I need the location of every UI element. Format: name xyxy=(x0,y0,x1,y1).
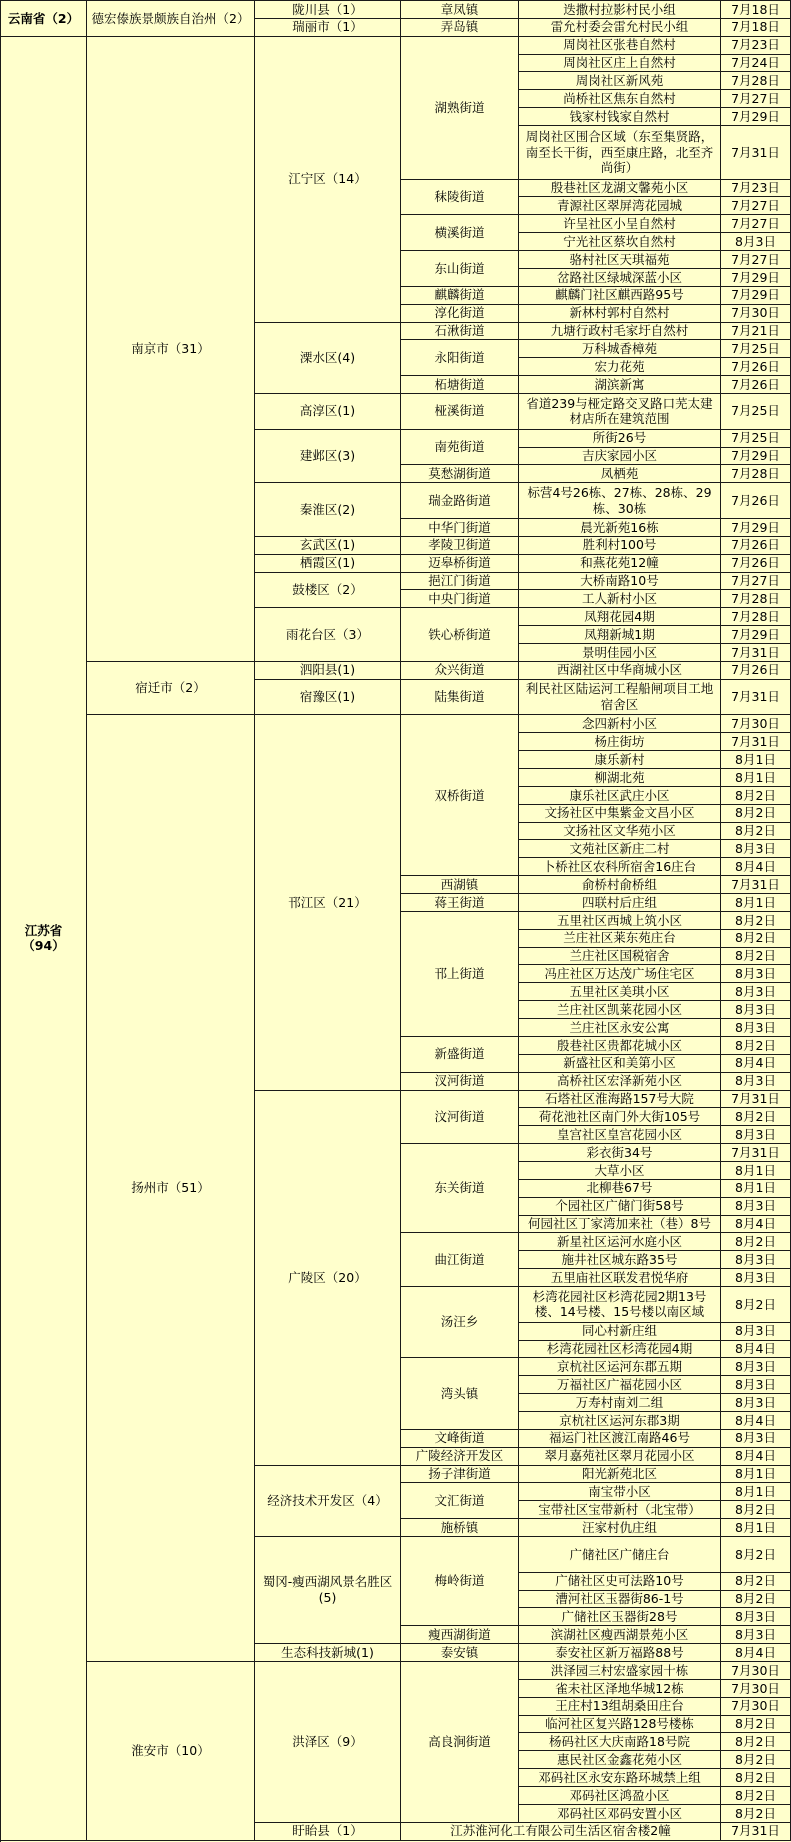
area-cell: 滨湖社区瘦西湖景苑小区 xyxy=(519,1626,721,1644)
area-cell: 荷花池社区南门外大街105号 xyxy=(519,1108,721,1126)
area-cell: 京杭社区运河东郡3期 xyxy=(519,1412,721,1430)
area-cell: 江苏淮河化工有限公司生活区宿舍楼2幢 xyxy=(401,1823,721,1841)
date-cell: 8月1日 xyxy=(721,1483,791,1501)
area-cell: 迭撒村拉影村民小组 xyxy=(519,1,721,19)
area-cell: 卜桥社区农科所宿舍16庄台 xyxy=(519,858,721,876)
area-cell: 福运门社区渡江南路46号 xyxy=(519,1430,721,1448)
area-cell: 文扬社区中集紫金文昌小区 xyxy=(519,805,721,823)
area-cell: 钱家村钱家自然村 xyxy=(519,108,721,126)
area-cell: 吉庆家园小区 xyxy=(519,448,721,466)
date-cell: 7月31日 xyxy=(721,644,791,662)
district-cell: 宿豫区(1) xyxy=(255,680,401,716)
street-cell: 文峰街道 xyxy=(401,1430,519,1448)
area-cell: 王庄村13组胡桑田庄台 xyxy=(519,1698,721,1716)
area-cell: 凤栖苑 xyxy=(519,465,721,483)
date-cell: 7月25日 xyxy=(721,394,791,430)
date-cell: 8月3日 xyxy=(721,233,791,251)
street-cell: 西湖镇 xyxy=(401,876,519,894)
district-cell: 蜀冈-瘦西湖风景名胜区(5) xyxy=(255,1537,401,1644)
street-cell: 莫愁湖街道 xyxy=(401,465,519,483)
date-cell: 7月31日 xyxy=(721,1144,791,1162)
date-cell: 7月21日 xyxy=(721,323,791,341)
district-cell: 玄武区(1) xyxy=(255,537,401,555)
area-cell: 文苑社区新庄二村 xyxy=(519,840,721,858)
date-cell: 8月2日 xyxy=(721,1769,791,1787)
date-cell: 7月31日 xyxy=(721,876,791,894)
area-cell: 晨光新苑16栋 xyxy=(519,519,721,537)
street-cell: 汊河街道 xyxy=(401,1073,519,1091)
date-cell: 7月27日 xyxy=(721,573,791,591)
date-cell: 7月27日 xyxy=(721,251,791,269)
area-cell: 南宝带小区 xyxy=(519,1483,721,1501)
area-cell: 新星社区运河水庭小区 xyxy=(519,1233,721,1251)
area-cell: 五里庙社区联发君悦华府 xyxy=(519,1269,721,1287)
street-cell: 石湫街道 xyxy=(401,323,519,341)
date-cell: 8月2日 xyxy=(721,1716,791,1734)
date-cell: 7月25日 xyxy=(721,340,791,358)
date-cell: 7月26日 xyxy=(721,483,791,519)
date-cell: 7月28日 xyxy=(721,590,791,608)
area-cell: 杨码社区大庆南路18号院 xyxy=(519,1733,721,1751)
street-cell: 高良涧街道 xyxy=(401,1662,519,1823)
date-cell: 8月2日 xyxy=(721,1537,791,1573)
district-cell: 盱眙县（1） xyxy=(255,1823,401,1841)
street-cell: 梅岭街道 xyxy=(401,1537,519,1626)
street-cell: 汶河街道 xyxy=(401,1091,519,1145)
area-cell: 杉湾花园社区杉湾花园2期13号楼、14号楼、15号楼以南区域 xyxy=(519,1287,721,1323)
area-cell: 广储社区玉器街28号 xyxy=(519,1608,721,1626)
date-cell: 8月3日 xyxy=(721,1608,791,1626)
date-cell: 7月29日 xyxy=(721,269,791,287)
area-cell: 文扬社区文华苑小区 xyxy=(519,823,721,841)
area-cell: 凤翔新城1期 xyxy=(519,626,721,644)
date-cell: 8月3日 xyxy=(721,1394,791,1412)
area-cell: 新林村郭村自然村 xyxy=(519,305,721,323)
street-cell: 汤汪乡 xyxy=(401,1287,519,1358)
area-cell: 彩衣街34号 xyxy=(519,1144,721,1162)
street-cell: 文汇街道 xyxy=(401,1483,519,1519)
street-cell: 陆集街道 xyxy=(401,680,519,716)
date-cell: 8月3日 xyxy=(721,965,791,983)
area-cell: 石塔社区淮海路157号大院 xyxy=(519,1091,721,1109)
area-cell: 惠民社区金鑫花苑小区 xyxy=(519,1751,721,1769)
street-cell: 瑞金路街道 xyxy=(401,483,519,519)
date-cell: 7月31日 xyxy=(721,1823,791,1841)
area-cell: 北柳巷67号 xyxy=(519,1180,721,1198)
district-cell: 鼓楼区（2） xyxy=(255,573,401,609)
area-cell: 许呈社区小呈自然村 xyxy=(519,215,721,233)
street-cell: 永阳街道 xyxy=(401,340,519,376)
date-cell: 7月25日 xyxy=(721,430,791,448)
date-cell: 7月29日 xyxy=(721,448,791,466)
area-cell: 骆村社区天琪福苑 xyxy=(519,251,721,269)
date-cell: 7月29日 xyxy=(721,287,791,305)
date-cell: 8月2日 xyxy=(721,805,791,823)
street-cell: 广陵经济开发区 xyxy=(401,1448,519,1466)
area-cell: 泰安社区新万福路88号 xyxy=(519,1644,721,1662)
date-cell: 7月31日 xyxy=(721,1091,791,1109)
street-cell: 湖熟街道 xyxy=(401,37,519,180)
area-cell: 所街26号 xyxy=(519,430,721,448)
street-cell: 中央门街道 xyxy=(401,590,519,608)
date-cell: 7月27日 xyxy=(721,197,791,215)
date-cell: 7月18日 xyxy=(721,19,791,37)
date-cell: 7月28日 xyxy=(721,465,791,483)
date-cell: 7月30日 xyxy=(721,715,791,733)
area-cell: 施井社区城东路35号 xyxy=(519,1251,721,1269)
date-cell: 8月4日 xyxy=(721,1055,791,1073)
district-cell: 洪泽区（9） xyxy=(255,1662,401,1823)
area-cell: 青源社区翠屏湾花园城 xyxy=(519,197,721,215)
date-cell: 8月2日 xyxy=(721,1501,791,1519)
date-cell: 8月2日 xyxy=(721,1805,791,1823)
date-cell: 8月2日 xyxy=(721,1591,791,1609)
area-cell: 漕河社区玉器街86-1号 xyxy=(519,1591,721,1609)
date-cell: 8月2日 xyxy=(721,787,791,805)
date-cell: 8月3日 xyxy=(721,1126,791,1144)
date-cell: 8月1日 xyxy=(721,1162,791,1180)
district-cell: 陇川县（1） xyxy=(255,1,401,19)
area-cell: 周岗社区庄上自然村 xyxy=(519,55,721,73)
date-cell: 7月29日 xyxy=(721,108,791,126)
date-cell: 7月31日 xyxy=(721,680,791,716)
street-cell: 迈皋桥街道 xyxy=(401,555,519,573)
area-cell: 个园社区广储门街58号 xyxy=(519,1198,721,1216)
date-cell: 8月4日 xyxy=(721,858,791,876)
city-cell: 南京市（31） xyxy=(87,37,255,662)
date-cell: 8月2日 xyxy=(721,912,791,930)
district-cell: 江宁区（14） xyxy=(255,37,401,323)
date-cell: 8月3日 xyxy=(721,1198,791,1216)
area-cell: 兰庄社区凯莱花园小区 xyxy=(519,1001,721,1019)
district-cell: 秦淮区(2) xyxy=(255,483,401,537)
date-cell: 8月2日 xyxy=(721,1573,791,1591)
area-cell: 周岗社区新风苑 xyxy=(519,72,721,90)
area-cell: 岔路社区绿城深蓝小区 xyxy=(519,269,721,287)
date-cell: 7月30日 xyxy=(721,1680,791,1698)
district-cell: 栖霞区(1) xyxy=(255,555,401,573)
street-cell: 淳化街道 xyxy=(401,305,519,323)
date-cell: 8月2日 xyxy=(721,1233,791,1251)
area-cell: 俞桥村俞桥组 xyxy=(519,876,721,894)
date-cell: 8月1日 xyxy=(721,751,791,769)
area-cell: 省道239与桠定路交叉路口芜太建材店所在建筑范围 xyxy=(519,394,721,430)
area-cell: 何园社区丁家湾加来社（巷）8号 xyxy=(519,1216,721,1234)
date-cell: 8月2日 xyxy=(721,823,791,841)
street-cell: 铁心桥街道 xyxy=(401,608,519,662)
city-cell: 德宏傣族景颇族自治州（2） xyxy=(87,1,255,37)
province-cell: 江苏省（94） xyxy=(1,37,87,1841)
date-cell: 7月26日 xyxy=(721,376,791,394)
area-cell: 凤翔花园4期 xyxy=(519,608,721,626)
district-cell: 泗阳县(1) xyxy=(255,662,401,680)
street-cell: 挹江门街道 xyxy=(401,573,519,591)
date-cell: 8月1日 xyxy=(721,1466,791,1484)
area-cell: 高桥社区宏泽新苑小区 xyxy=(519,1073,721,1091)
date-cell: 8月2日 xyxy=(721,930,791,948)
date-cell: 8月3日 xyxy=(721,1358,791,1376)
area-cell: 临河社区复兴路128号楼栋 xyxy=(519,1716,721,1734)
date-cell: 8月1日 xyxy=(721,894,791,912)
area-cell: 汪家村仇庄组 xyxy=(519,1519,721,1537)
area-cell: 冯庄社区万达茂广场住宅区 xyxy=(519,965,721,983)
city-cell: 扬州市（51） xyxy=(87,715,255,1662)
street-cell: 蒋王街道 xyxy=(401,894,519,912)
date-cell: 7月18日 xyxy=(721,1,791,19)
street-cell: 章凤镇 xyxy=(401,1,519,19)
date-cell: 7月26日 xyxy=(721,537,791,555)
city-cell: 淮安市（10） xyxy=(87,1662,255,1841)
area-cell: 念四新村小区 xyxy=(519,715,721,733)
area-cell: 阳光新苑北区 xyxy=(519,1466,721,1484)
area-cell: 同心村新庄组 xyxy=(519,1323,721,1341)
date-cell: 7月28日 xyxy=(721,608,791,626)
date-cell: 7月30日 xyxy=(721,1698,791,1716)
date-cell: 8月3日 xyxy=(721,983,791,1001)
area-cell: 邓码社区永安东路环城禁上组 xyxy=(519,1769,721,1787)
street-cell: 瘦西湖街道 xyxy=(401,1626,519,1644)
date-cell: 8月2日 xyxy=(721,1751,791,1769)
area-cell: 邓码社区鸿盈小区 xyxy=(519,1787,721,1805)
street-cell: 施桥镇 xyxy=(401,1519,519,1537)
area-cell: 九塘行政村毛家圩自然村 xyxy=(519,323,721,341)
date-cell: 8月3日 xyxy=(721,840,791,858)
city-cell: 宿迁市（2） xyxy=(87,662,255,716)
street-cell: 众兴街道 xyxy=(401,662,519,680)
province-cell: 云南省（2） xyxy=(1,1,87,37)
district-cell: 邗江区（21） xyxy=(255,715,401,1090)
area-cell: 五里社区西城上筑小区 xyxy=(519,912,721,930)
area-cell: 利民社区陆运河工程船闸项目工地宿舍区 xyxy=(519,680,721,716)
area-cell: 康乐社区武庄小区 xyxy=(519,787,721,805)
area-cell: 大桥南路10号 xyxy=(519,573,721,591)
date-cell: 7月26日 xyxy=(721,662,791,680)
street-cell: 双桥街道 xyxy=(401,715,519,876)
area-cell: 洪泽园三村宏盛家园十栋 xyxy=(519,1662,721,1680)
area-cell: 兰庄社区国税宿舍 xyxy=(519,948,721,966)
district-cell: 生态科技新城(1) xyxy=(255,1644,401,1662)
street-cell: 桠溪街道 xyxy=(401,394,519,430)
area-cell: 胜利村100号 xyxy=(519,537,721,555)
area-cell: 大草小区 xyxy=(519,1162,721,1180)
date-cell: 8月4日 xyxy=(721,1448,791,1466)
area-cell: 皇宫社区皇宫花园小区 xyxy=(519,1126,721,1144)
date-cell: 8月2日 xyxy=(721,1787,791,1805)
date-cell: 8月4日 xyxy=(721,1216,791,1234)
date-cell: 7月30日 xyxy=(721,305,791,323)
area-cell: 万科城香樟苑 xyxy=(519,340,721,358)
street-cell: 横溪街道 xyxy=(401,215,519,251)
area-cell: 邓码社区邓码安置小区 xyxy=(519,1805,721,1823)
date-cell: 8月1日 xyxy=(721,1519,791,1537)
district-cell: 高淳区(1) xyxy=(255,394,401,430)
area-cell: 和燕花苑12幢 xyxy=(519,555,721,573)
area-cell: 兰庄社区莱东苑庄台 xyxy=(519,930,721,948)
area-cell: 杉湾花园社区杉湾花园4期 xyxy=(519,1341,721,1359)
date-cell: 8月2日 xyxy=(721,1037,791,1055)
street-cell: 新盛街道 xyxy=(401,1037,519,1073)
date-cell: 7月28日 xyxy=(721,72,791,90)
date-cell: 8月3日 xyxy=(721,1626,791,1644)
area-cell: 景明佳园小区 xyxy=(519,644,721,662)
area-cell: 柳湖北苑 xyxy=(519,769,721,787)
street-cell: 东山街道 xyxy=(401,251,519,287)
date-cell: 8月4日 xyxy=(721,1644,791,1662)
street-cell: 中华门街道 xyxy=(401,519,519,537)
date-cell: 8月3日 xyxy=(721,1323,791,1341)
area-cell: 翠月嘉苑社区翠月花园小区 xyxy=(519,1448,721,1466)
street-cell: 柘塘街道 xyxy=(401,376,519,394)
district-cell: 广陵区（20） xyxy=(255,1091,401,1466)
date-cell: 8月2日 xyxy=(721,1733,791,1751)
date-cell: 8月3日 xyxy=(721,1269,791,1287)
street-cell: 南苑街道 xyxy=(401,430,519,466)
district-cell: 溧水区(4) xyxy=(255,323,401,394)
date-cell: 8月4日 xyxy=(721,1412,791,1430)
area-cell: 兰庄社区永安公寓 xyxy=(519,1019,721,1037)
district-cell: 建邺区(3) xyxy=(255,430,401,484)
date-cell: 8月3日 xyxy=(721,1430,791,1448)
date-cell: 7月31日 xyxy=(721,733,791,751)
area-cell: 万寿村南刘二组 xyxy=(519,1394,721,1412)
area-cell: 殷巷社区龙湖文馨苑小区 xyxy=(519,180,721,198)
street-cell: 邗上街道 xyxy=(401,912,519,1037)
area-cell: 四联村后庄组 xyxy=(519,894,721,912)
street-cell: 麒麟街道 xyxy=(401,287,519,305)
date-cell: 7月30日 xyxy=(721,1662,791,1680)
date-cell: 8月2日 xyxy=(721,948,791,966)
area-cell: 宝带社区宝带新村（北宝带） xyxy=(519,1501,721,1519)
date-cell: 7月31日 xyxy=(721,126,791,180)
area-cell: 京杭社区运河东郡五期 xyxy=(519,1358,721,1376)
area-cell: 宁光社区蔡坎自然村 xyxy=(519,233,721,251)
date-cell: 8月1日 xyxy=(721,769,791,787)
date-cell: 7月27日 xyxy=(721,90,791,108)
date-cell: 8月2日 xyxy=(721,1287,791,1323)
area-cell: 雀未社区泽地华城12栋 xyxy=(519,1680,721,1698)
area-cell: 麒麟门社区麒西路95号 xyxy=(519,287,721,305)
street-cell: 湾头镇 xyxy=(401,1358,519,1429)
street-cell: 曲江街道 xyxy=(401,1233,519,1287)
area-cell: 宏力花苑 xyxy=(519,358,721,376)
area-cell: 周岗社区张巷自然村 xyxy=(519,37,721,55)
area-cell: 万福社区广福花园小区 xyxy=(519,1376,721,1394)
street-cell: 扬子津街道 xyxy=(401,1466,519,1484)
date-cell: 7月23日 xyxy=(721,37,791,55)
date-cell: 8月2日 xyxy=(721,1108,791,1126)
date-cell: 8月3日 xyxy=(721,1019,791,1037)
area-cell: 康乐新村 xyxy=(519,751,721,769)
date-cell: 8月3日 xyxy=(721,1376,791,1394)
area-cell: 广储社区史可法路10号 xyxy=(519,1573,721,1591)
date-cell: 7月27日 xyxy=(721,215,791,233)
date-cell: 7月26日 xyxy=(721,555,791,573)
street-cell: 秣陵街道 xyxy=(401,180,519,216)
date-cell: 7月29日 xyxy=(721,626,791,644)
date-cell: 7月26日 xyxy=(721,358,791,376)
street-cell: 泰安镇 xyxy=(401,1644,519,1662)
street-cell: 东关街道 xyxy=(401,1144,519,1233)
area-cell: 尚桥社区焦东自然村 xyxy=(519,90,721,108)
area-cell: 殷巷社区贵都花城小区 xyxy=(519,1037,721,1055)
area-cell: 新盛社区和美第小区 xyxy=(519,1055,721,1073)
date-cell: 8月1日 xyxy=(721,1180,791,1198)
street-cell: 孝陵卫街道 xyxy=(401,537,519,555)
date-cell: 7月23日 xyxy=(721,180,791,198)
street-cell: 弄岛镇 xyxy=(401,19,519,37)
area-cell: 雷允村委会雷允村民小组 xyxy=(519,19,721,37)
district-cell: 经济技术开发区（4） xyxy=(255,1466,401,1537)
area-cell: 西湖社区中华商城小区 xyxy=(519,662,721,680)
district-cell: 瑞丽市（1） xyxy=(255,19,401,37)
date-cell: 7月24日 xyxy=(721,55,791,73)
area-cell: 五里社区美琪小区 xyxy=(519,983,721,1001)
area-cell: 杨庄街坊 xyxy=(519,733,721,751)
date-cell: 8月3日 xyxy=(721,1073,791,1091)
date-cell: 7月29日 xyxy=(721,519,791,537)
area-cell: 广储社区广储庄台 xyxy=(519,1537,721,1573)
area-cell: 湖滨新寓 xyxy=(519,376,721,394)
date-cell: 8月4日 xyxy=(721,1341,791,1359)
date-cell: 8月3日 xyxy=(721,1001,791,1019)
area-cell: 周岗社区围合区域（东至集贤路，南至长干街，西至康庄路，北至齐尚街） xyxy=(519,126,721,180)
area-cell: 工人新村小区 xyxy=(519,590,721,608)
date-cell: 8月3日 xyxy=(721,1251,791,1269)
area-cell: 标营4号26栋、27栋、28栋、29栋、30栋 xyxy=(519,483,721,519)
district-cell: 雨花台区（3） xyxy=(255,608,401,662)
